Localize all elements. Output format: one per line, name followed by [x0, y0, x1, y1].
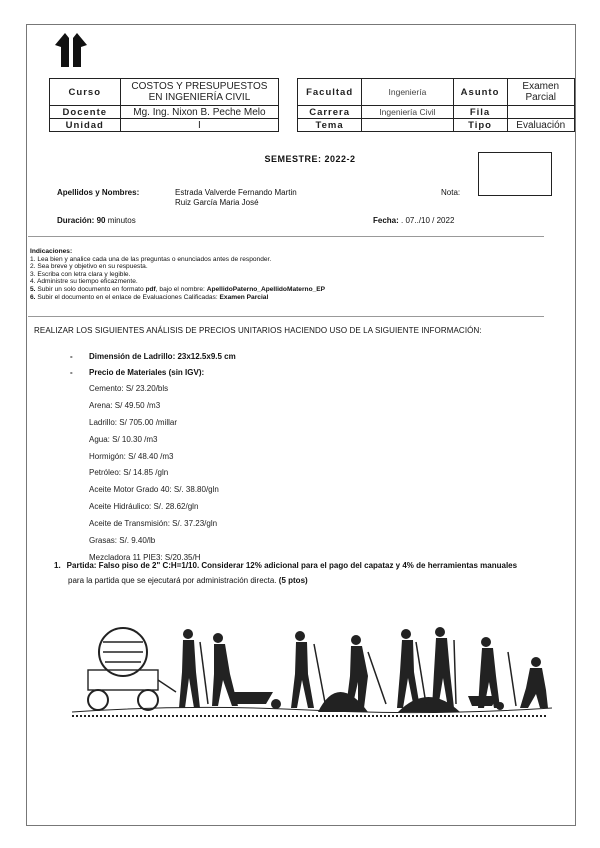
indications-title: Indicaciones:: [30, 248, 73, 255]
curso-value: COSTOS Y PRESUPUESTOS EN INGENIERÍA CIVIL: [120, 79, 279, 106]
indication-1: 1. Lea bien y analice cada una de las preguntas o enunciados antes de responder.: [30, 255, 272, 263]
fila-label: Fila: [453, 106, 507, 119]
question-number: 1.: [54, 561, 61, 570]
student-name-1: Estrada Valverde Fernando Martin: [175, 188, 297, 197]
grade-box: [478, 152, 552, 196]
university-logo-icon: [55, 33, 87, 67]
docente-label: Docente: [50, 106, 121, 119]
docente-value: Mg. Ing. Nixon B. Peche Melo: [120, 106, 279, 119]
carrera-value: Ingeniería Civil: [362, 106, 453, 119]
given-information: [70, 352, 236, 570]
names-label: Apellidos y Nombres:: [57, 188, 140, 197]
indication-3: 3. Escriba con letra clara y legible.: [30, 270, 131, 278]
date: [373, 216, 454, 225]
material-item: Agua: S/ 10.30 /m3: [89, 434, 158, 444]
indication-6: 6. Subir el documento en el enlace de Evaluaciones Calificadas: Examen Parcial: [30, 293, 269, 301]
unidad-value: I: [120, 119, 279, 132]
material-item: Arena: S/ 49.50 /m3: [89, 400, 161, 410]
student-names: [175, 188, 297, 208]
divider: [28, 316, 544, 317]
question-text: para la partida que se ejecutará por administración directa.: [68, 576, 277, 585]
material-item: Grasas: S/. 9.40/lb: [89, 536, 156, 546]
facultad-value: Ingeniería: [362, 79, 453, 106]
main-instruction: REALIZAR LOS SIGUIENTES ANÁLISIS DE PRECIOS UNITARIOS HACIENDO USO DE LA SIGUIENTE INFORMACIÓN:: [34, 326, 482, 335]
asunto-value: Examen Parcial: [507, 79, 575, 106]
date-value: . 07../10 / 2022: [401, 216, 455, 225]
material-item: Aceite Motor Grado 40: S/. 38.80/gln: [89, 485, 219, 495]
material-item: Aceite de Transmisión: S/. 37.23/gln: [89, 519, 218, 529]
material-item: Mezcladora 11 PIE3: S/20.35/H: [89, 552, 201, 562]
question-points: (5 ptos): [278, 576, 308, 585]
curso-label: Curso: [50, 79, 121, 106]
divider: [28, 236, 544, 237]
tipo-label: Tipo: [453, 119, 507, 132]
duration: [57, 216, 136, 225]
material-item: Hormigón: S/ 48.40 /m3: [89, 451, 174, 461]
course-header-table: [49, 78, 575, 132]
tipo-value: Evaluación: [507, 119, 575, 132]
prices-title: - Precio de Materiales (sin IGV):: [70, 368, 236, 384]
materials-list: [70, 384, 236, 570]
material-item: Petróleo: S/ 14.85 /gln: [89, 468, 169, 478]
material-item: Aceite Hidráulico: S/. 28.62/gln: [89, 502, 199, 512]
indication-4: 4. Administre su tiempo eficazmente.: [30, 278, 138, 286]
asunto-label: Asunto: [453, 79, 507, 106]
duration-unit: minutos: [107, 216, 136, 225]
duration-label: Duración:: [57, 216, 95, 225]
tema-value: [362, 119, 453, 132]
material-item: Ladrillo: S/ 705.00 /millar: [89, 417, 178, 427]
indications: [30, 248, 325, 301]
fila-value: [507, 106, 575, 119]
nota-label: Nota:: [441, 188, 461, 197]
date-label: Fecha:: [373, 216, 399, 225]
construction-workers-illustration: [68, 612, 552, 722]
indication-2: 2. Sea breve y objetivo en su respuesta.: [30, 263, 148, 271]
facultad-label: Facultad: [297, 79, 361, 106]
question-1: [54, 558, 554, 588]
tema-label: Tema: [297, 119, 361, 132]
unidad-label: Unidad: [50, 119, 121, 132]
indication-5: 5. Subir un solo documento en formato pdf, bajo el nombre: ApellidoPaterno_ApellidoMaterno_EP: [30, 285, 326, 293]
question-text-bold: Partida: Falso piso de 2" C:H=1/10. Considerar 12% adicional para el pago del capataz y 4% de herramientas manuales: [66, 561, 518, 570]
material-item: Cemento: S/ 23.20/bls: [89, 384, 169, 393]
semester-title: SEMESTRE: 2022-2: [264, 154, 356, 164]
student-name-2: Ruiz García Maria José: [175, 198, 259, 207]
carrera-label: Carrera: [297, 106, 361, 119]
brick-dimension: - Dimensión de Ladrillo: 23x12.5x9.5 cm: [70, 352, 236, 368]
duration-value: 90: [96, 216, 106, 225]
